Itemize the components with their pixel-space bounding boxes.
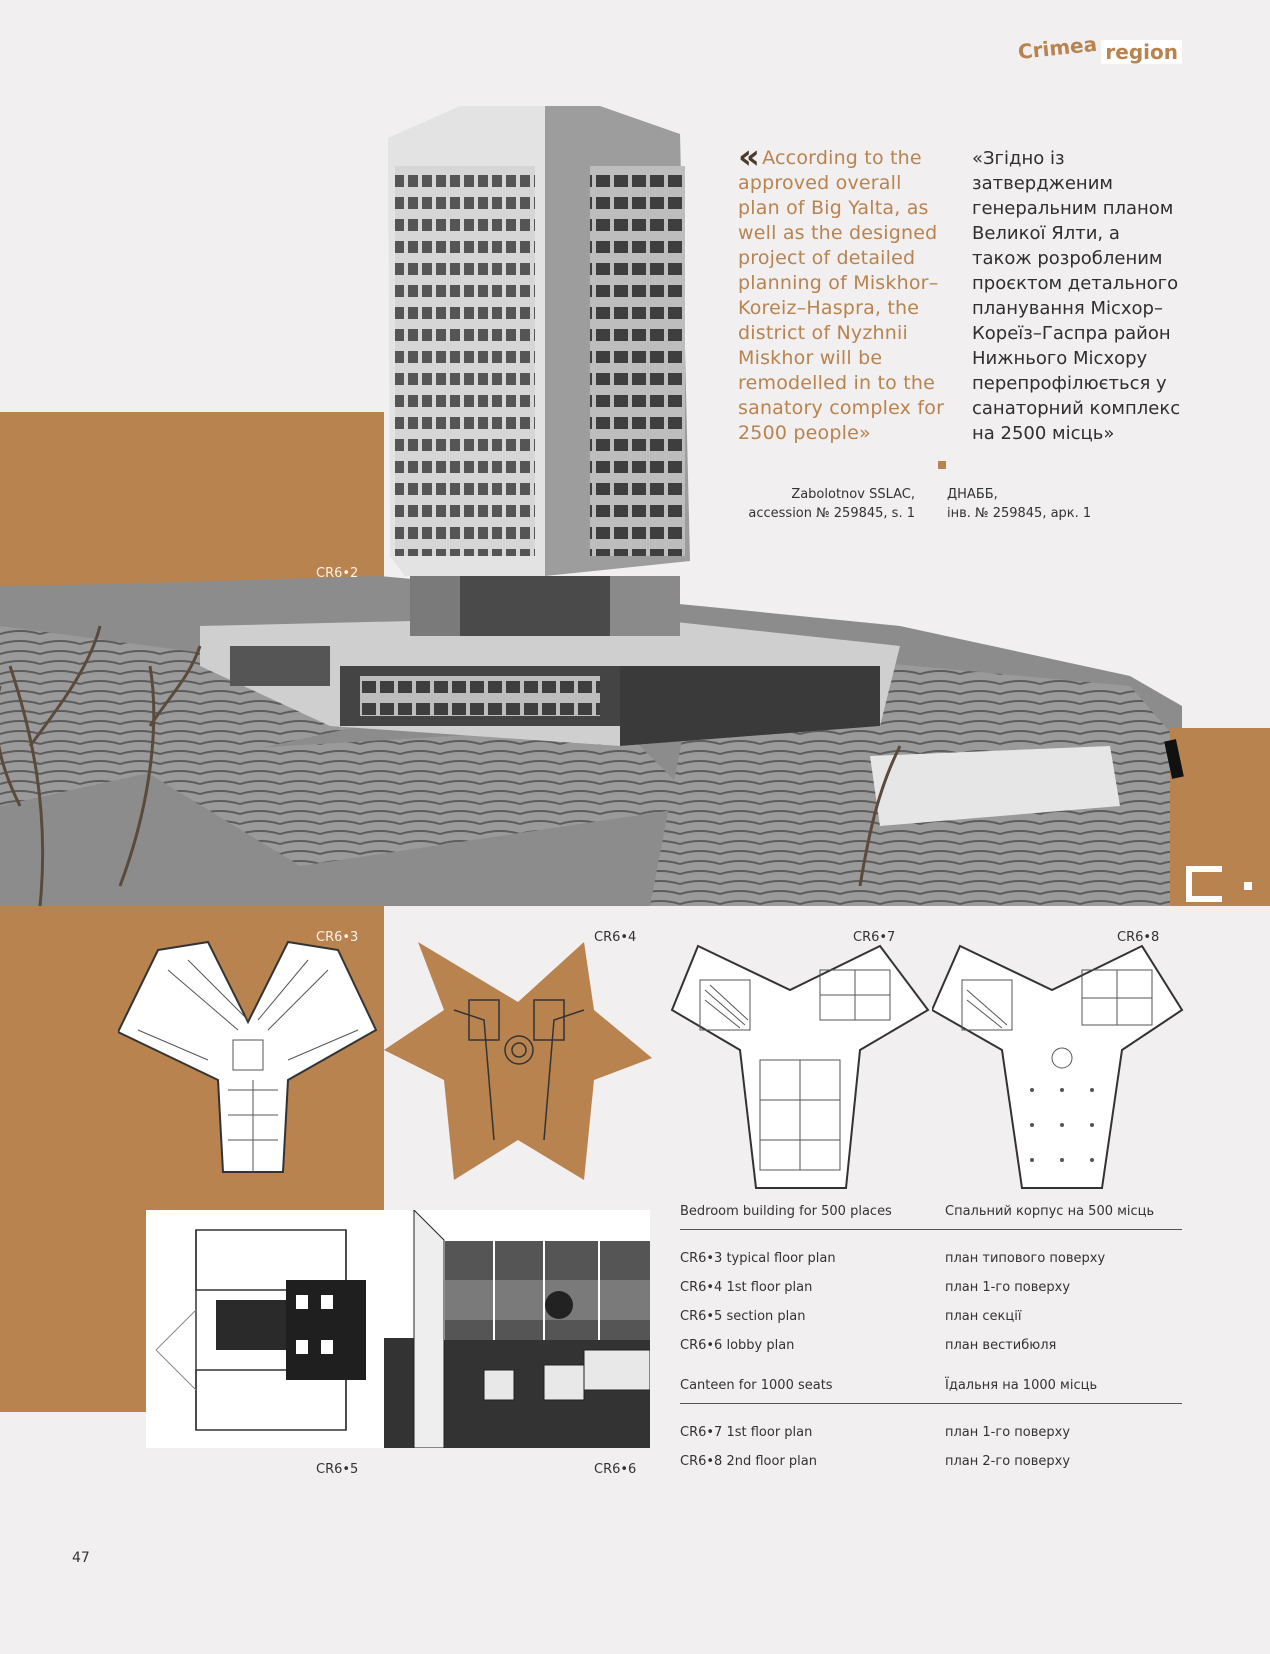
source-english	[700, 485, 915, 523]
caption-uk: план типового поверху	[945, 1251, 1106, 1266]
caption-row	[680, 1273, 1182, 1302]
plan-cr6-4	[384, 940, 654, 1180]
caption-row	[680, 1244, 1182, 1273]
figure-label-cr6-4: CR6•4	[594, 930, 637, 945]
figure-captions	[680, 1204, 1182, 1476]
plan-cr6-5	[146, 1210, 384, 1448]
caption-group2-en: Canteen for 1000 seats	[680, 1378, 833, 1393]
caption-en: CR6•6 lobby plan	[680, 1338, 795, 1353]
source-ukrainian-line2: інв. № 259845, арк. 1	[947, 506, 1092, 521]
figure-label-cr6-8: CR6•8	[1117, 930, 1160, 945]
caption-en: CR6•5 section plan	[680, 1309, 806, 1324]
section-header	[1016, 31, 1182, 66]
figure-label-cr6-5: CR6•5	[316, 1462, 359, 1477]
caption-en: CR6•3 typical floor plan	[680, 1251, 836, 1266]
caption-row	[680, 1302, 1182, 1331]
caption-uk: план 1-го поверху	[945, 1280, 1071, 1295]
header-region: region	[1101, 40, 1182, 64]
plan-cr6-8	[932, 940, 1192, 1190]
caption-uk: план 1-го поверху	[945, 1425, 1071, 1440]
figure-label-cr6-3: CR6•3	[316, 930, 359, 945]
page-number: 47	[72, 1550, 90, 1566]
header-crimea: Crimea	[1016, 31, 1099, 64]
figure-label-cr6-7: CR6•7	[853, 930, 896, 945]
lobby-drawing-cr6-6	[384, 1210, 650, 1448]
caption-row	[680, 1447, 1182, 1476]
caption-uk: план секції	[945, 1309, 1022, 1324]
source-english-line1: Zabolotnov SSLAC,	[791, 487, 915, 502]
caption-en: CR6•8 2nd floor plan	[680, 1454, 817, 1469]
caption-en: CR6•4 1st floor plan	[680, 1280, 813, 1295]
caption-group1-header	[680, 1204, 1182, 1230]
caption-uk: план вестибюля	[945, 1338, 1057, 1353]
figure-label-cr6-2: CR6•2	[316, 566, 359, 581]
caption-uk: план 2-го поверху	[945, 1454, 1071, 1469]
quote-mark: «	[738, 137, 761, 177]
plan-cr6-7	[670, 940, 930, 1190]
source-ukrainian-line1: ДНАББ,	[947, 487, 998, 502]
quote-english-text: According to the approved overall plan of Big Yalta, as well as the designed project of detailed planning of Miskhor–Koreiz–Haspra, the district of Nyzhnii Miskhor will be remodelled in to the sanatory complex for 2500 people»	[738, 147, 945, 444]
caption-row	[680, 1331, 1182, 1360]
quote-ukrainian: «Згідно із затвердженим генеральним планом Великої Ялти, а також розробленим проєктом детального планування Місхор–Кореїз–Гаспра район Нижнього Місхору перепрофілюється у санаторний комплекс на 2500 місць»	[972, 148, 1181, 444]
quote-english	[738, 137, 948, 446]
caption-en: CR6•7 1st floor plan	[680, 1425, 813, 1440]
logo-mark	[1186, 866, 1222, 902]
figure-label-cr6-6: CR6•6	[594, 1462, 637, 1477]
logo-dot	[1244, 882, 1252, 890]
source-english-line2: accession № 259845, s. 1	[748, 506, 915, 521]
source-ukrainian	[947, 485, 1162, 523]
caption-group2-header	[680, 1378, 1182, 1404]
caption-group2-uk: Їдальня на 1000 місць	[945, 1378, 1098, 1393]
caption-group1-en: Bedroom building for 500 places	[680, 1204, 892, 1219]
caption-row	[680, 1418, 1182, 1447]
plan-cr6-3	[118, 940, 378, 1180]
caption-group1-uk: Спальний корпус на 500 місць	[945, 1204, 1155, 1219]
quote-end-dot	[938, 461, 946, 469]
